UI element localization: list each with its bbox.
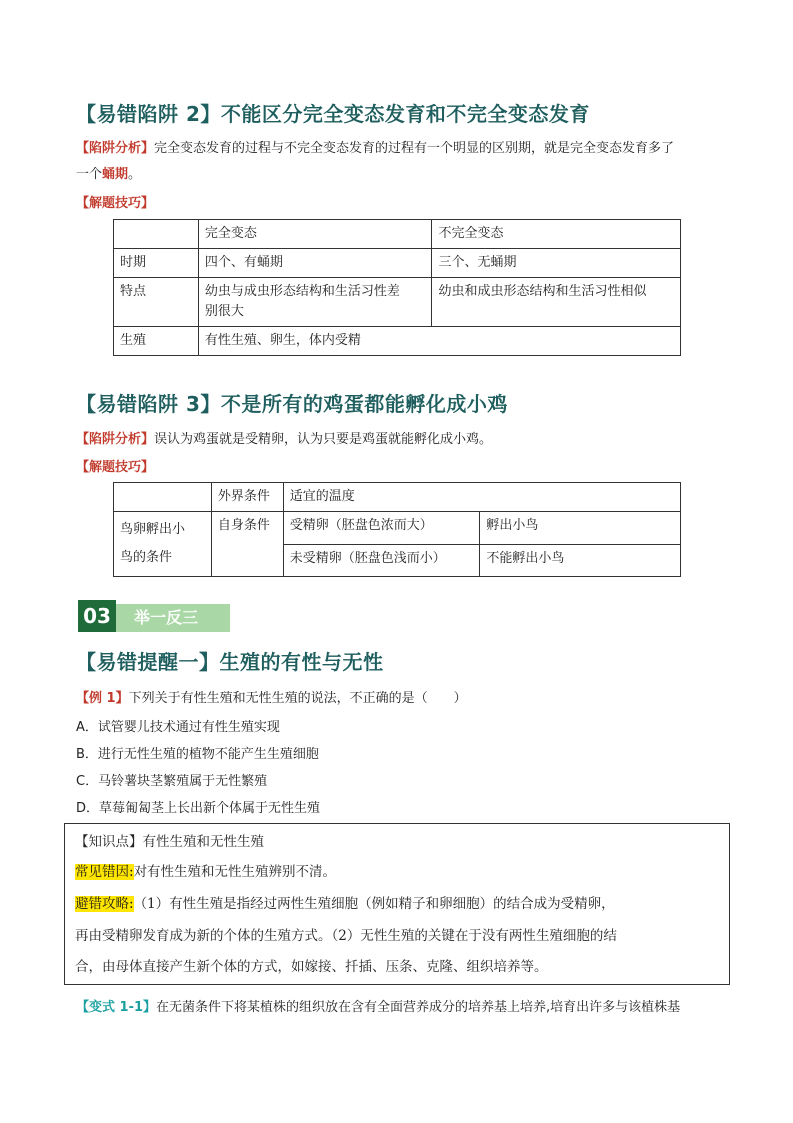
trap2-heading: 【易错陷阱 2】不能区分完全变态发育和不完全变态发育 <box>76 102 590 126</box>
trap3-analysis-text: 误认为鸡蛋就是受精卵，认为只要是鸡蛋就能孵化成小鸡。 <box>154 432 493 447</box>
trap3-heading: 【易错陷阱 3】不是所有的鸡蛋都能孵化成小鸡 <box>76 392 508 416</box>
trap2-analysis-line2: 一个蛹期。 <box>76 167 142 182</box>
table-row: 鸟卵孵出小 鸟的条件 自身条件 受精卵（胚盘色浓而大） 孵出小鸟 <box>114 512 681 545</box>
variant-label: 【变式 1-1】 <box>76 1000 157 1015</box>
variant-question: 【变式 1-1】在无菌条件下将某植株的组织放在含有全面营养成分的培养基上培养,培育出许多与该植株基 <box>76 1000 681 1015</box>
trap2-tips-label: 【解题技巧】 <box>76 196 155 211</box>
table-row: 特点 幼虫与成虫形态结构和生活习性差 别很大 幼虫和成虫形态结构和生活习性相似 <box>114 278 681 327</box>
trap3-analysis <box>76 428 492 447</box>
common-error: 常见错因:对有性生殖和无性生殖辨别不清。 <box>75 864 337 880</box>
reminder-heading: 【易错提醒一】生殖的有性与无性 <box>76 650 384 674</box>
table-row: 未受精卵（胚盘色浅而小） 不能孵出小鸟 <box>114 544 681 577</box>
table-row: 完全变态 不完全变态 <box>114 220 681 249</box>
knowledge-point: 【知识点】有性生殖和无性生殖 <box>75 834 264 850</box>
egg-hatching-table <box>113 482 681 577</box>
option-d: D．草莓匍匐茎上长出新个体属于无性生殖 <box>76 801 321 816</box>
option-b: B．进行无性生殖的植物不能产生生殖细胞 <box>76 747 319 762</box>
table-row: 外界条件 适宜的温度 <box>114 483 681 512</box>
section-title: 举一反三 <box>116 604 230 632</box>
knowledge-box <box>64 823 730 985</box>
trap2-analysis-label: 【陷阱分析】 <box>76 141 155 156</box>
strategy-label: 避错攻略: <box>75 896 134 912</box>
strategy-line-3: 合，由母体直接产生新个体的方式，如嫁接、扦插、压条、克隆、组织培养等。 <box>75 959 548 975</box>
example-question: 【例 1】下列关于有性生殖和无性生殖的说法，不正确的是（ ） <box>76 691 467 706</box>
common-error-label: 常见错因: <box>75 864 134 880</box>
metamorphosis-table <box>113 219 681 356</box>
trap2-analysis-text: 完全变态发育的过程与不完全变态发育的过程有一个明显的区别期，就是完全变态发育多了 <box>154 141 675 156</box>
example-label: 【例 1】 <box>76 691 129 706</box>
section-header <box>78 600 230 634</box>
table-row: 时期 四个、有蛹期 三个、无蛹期 <box>114 249 681 278</box>
strategy-line-1: 避错攻略:（1）有性生殖是指经过两性生殖细胞（例如精子和卵细胞）的结合成为受精卵， <box>75 896 615 912</box>
option-a: A．试管婴儿技术通过有性生殖实现 <box>76 720 280 735</box>
section-number: 03 <box>78 600 116 632</box>
trap3-tips-label: 【解题技巧】 <box>76 460 155 475</box>
option-c: C．马铃薯块茎繁殖属于无性繁殖 <box>76 774 268 789</box>
strategy-line-2: 再由受精卵发育成为新的个体的生殖方式。（2）无性生殖的关键在于没有两性生殖细胞的结 <box>75 928 617 944</box>
trap2-analysis <box>76 137 674 156</box>
trap3-analysis-label: 【陷阱分析】 <box>76 432 155 447</box>
pupa-stage-emphasis: 蛹期 <box>102 167 129 182</box>
table-row: 生殖 有性生殖、卵生，体内受精 <box>114 327 681 356</box>
